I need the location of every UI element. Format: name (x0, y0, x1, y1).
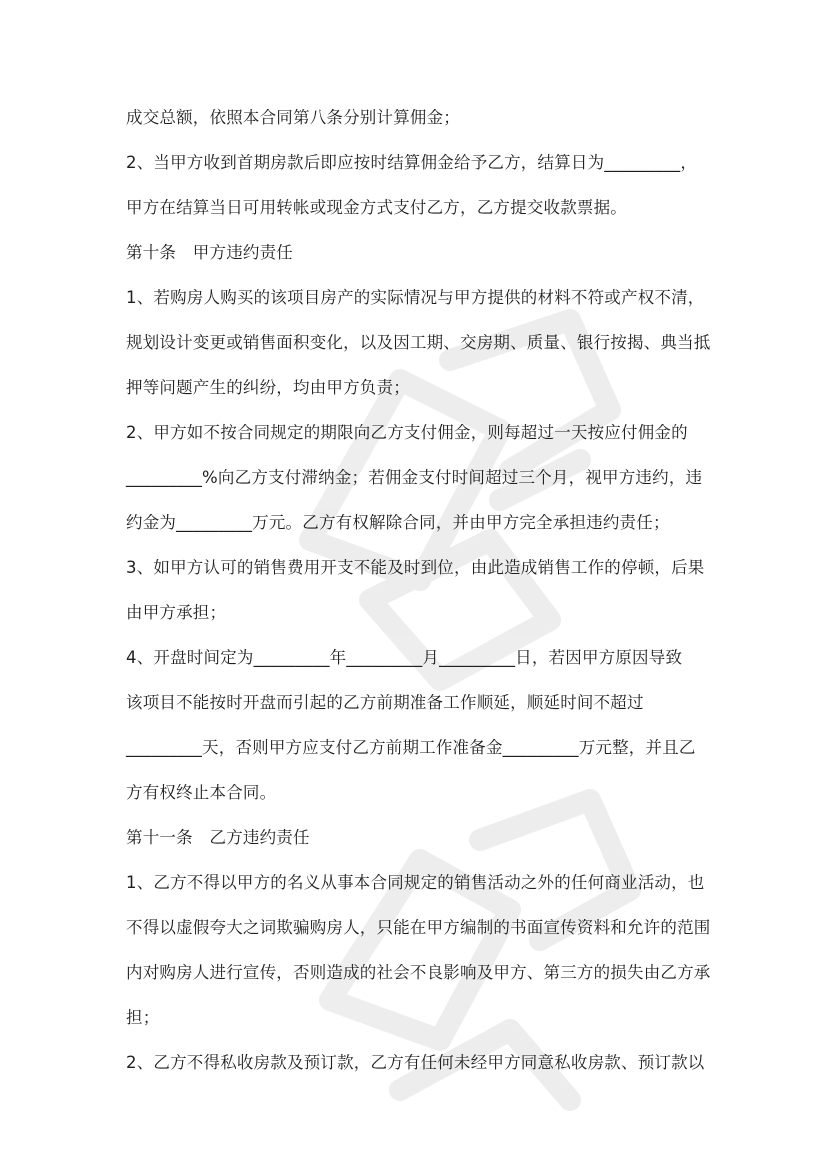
text-line: 2、乙方不得私收房款及预订款，乙方有任何未经甲方同意私收房款、预订款以 (126, 1053, 705, 1072)
text-line: 1、乙方不得以甲方的名义从事本合同规定的销售活动之外的任何商业活动，也 (126, 873, 705, 892)
text-line: 该项目不能按时开盘而引起的乙方前期准备工作顺延，顺延时间不超过 (126, 693, 644, 712)
text-line: 2、甲方如不按合同规定的期限向乙方支付佣金，则每超过一天按应付佣金的 (126, 423, 688, 442)
text-line: _________%向乙方支付滞纳金；若佣金支付时间超过三个月，视甲方违约，违 (126, 468, 703, 487)
section-heading: 第十一条 乙方违约责任 (126, 828, 310, 847)
text-line: 成交总额，依照本合同第八条分别计算佣金； (126, 108, 460, 127)
text-line: 押等问题产生的纠纷，均由甲方负责； (126, 378, 410, 397)
text-line: 1、若购房人购买的该项目房产的实际情况与甲方提供的材料不符或产权不清， (126, 288, 705, 307)
text-line: 甲方在结算当日可用转帐或现金方式支付乙方，乙方提交收款票据。 (126, 198, 627, 217)
text-line: 3、如甲方认可的销售费用开支不能及时到位，由此造成销售工作的停顿，后果 (126, 558, 705, 577)
text-line: 4、开盘时间定为_________年_________月_________日，若因甲方原因导致 (126, 648, 683, 667)
text-line: 规划设计变更或销售面积变化，以及因工期、交房期、质量、银行按揭、典当抵 (126, 333, 711, 352)
text-line: 内对购房人进行宣传，否则造成的社会不良影响及甲方、第三方的损失由乙方承 (126, 963, 711, 982)
text-line: 由甲方承担； (126, 603, 227, 622)
text-line: 担； (126, 1008, 160, 1027)
text-line: 不得以虚假夸大之词欺骗购房人，只能在甲方编制的书面宣传资料和允许的范围 (126, 918, 711, 937)
text-line: _________天，否则甲方应支付乙方前期工作准备金_________万元整，并且乙 (126, 738, 696, 757)
text-line: 约金为_________万元。乙方有权解除合同，并由甲方完全承担违约责任； (126, 513, 670, 532)
text-line: 方有权终止本合同。 (126, 783, 277, 802)
section-heading: 第十条 甲方违约责任 (126, 243, 293, 262)
document-body (126, 106, 716, 1074)
text-line: 2、当甲方收到首期房款后即应按时结算佣金给予乙方，结算日为_________， (126, 153, 698, 172)
